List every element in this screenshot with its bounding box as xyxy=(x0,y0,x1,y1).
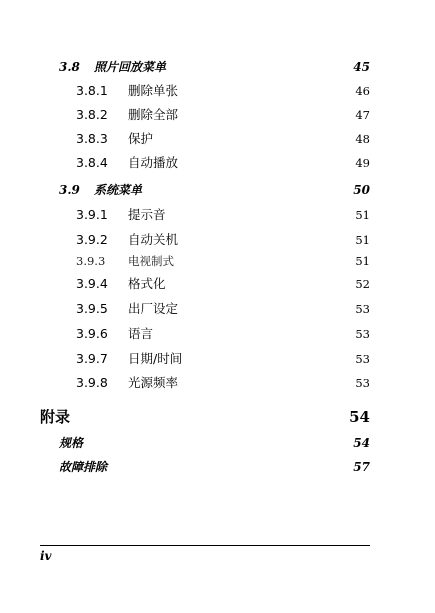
toc-title: 保护 xyxy=(128,131,154,146)
toc-title: 电视制式 xyxy=(128,254,174,268)
toc-entry-3-8[interactable] xyxy=(59,61,370,73)
toc-title: 出厂设定 xyxy=(128,301,179,316)
toc-entry-appendix[interactable] xyxy=(40,410,370,425)
footer-page-number: iv xyxy=(40,549,52,563)
toc-entry-3-8-4[interactable] xyxy=(76,157,370,170)
toc-title: 光源频率 xyxy=(128,375,179,390)
toc-page-number: 54 xyxy=(353,436,370,450)
toc-entry-3-8-1[interactable] xyxy=(76,85,370,98)
toc-number: 3.8.3 xyxy=(76,131,108,146)
toc-page-number: 46 xyxy=(355,84,370,98)
toc-number: 3.9.7 xyxy=(76,351,108,366)
toc-entry-3-8-2[interactable] xyxy=(76,109,370,122)
toc-number: 3.9 xyxy=(59,183,80,197)
toc-page-number: 49 xyxy=(355,156,370,170)
toc-page-number: 53 xyxy=(355,327,370,341)
toc-title: 日期/时间 xyxy=(128,351,183,366)
toc-entry-3-9-8[interactable] xyxy=(76,377,370,390)
toc-title: 照片回放菜单 xyxy=(94,60,167,74)
toc-entry-3-9-5[interactable] xyxy=(76,303,370,316)
toc-number: 3.9.5 xyxy=(76,301,108,316)
toc-title: 自动关机 xyxy=(128,232,179,247)
toc-page-number: 50 xyxy=(353,183,370,197)
footer-rule xyxy=(40,545,370,546)
toc-title: 语言 xyxy=(128,326,154,341)
toc-page-number: 48 xyxy=(355,132,370,146)
toc-number: 3.9.3 xyxy=(76,254,106,268)
toc-entry-3-9-3[interactable] xyxy=(76,256,370,268)
toc-title: 提示音 xyxy=(128,207,166,222)
toc-title: 规格 xyxy=(59,436,84,450)
toc-title: 系统菜单 xyxy=(94,183,143,197)
toc-number: 3.9.8 xyxy=(76,375,108,390)
toc-page-number: 51 xyxy=(355,233,370,247)
toc-page-number: 53 xyxy=(355,376,370,390)
toc-title: 自动播放 xyxy=(128,155,179,170)
toc-page-number: 57 xyxy=(353,460,370,474)
toc-entry-3-9-7[interactable] xyxy=(76,353,370,366)
toc-number: 3.9.2 xyxy=(76,232,108,247)
toc-title: 附录 xyxy=(40,408,71,426)
toc-entry-troubleshooting[interactable] xyxy=(59,461,370,473)
toc-page-number: 53 xyxy=(355,302,370,316)
toc-page-number: 54 xyxy=(349,408,370,426)
toc-title: 故障排除 xyxy=(59,460,108,474)
toc-entry-3-9-1[interactable] xyxy=(76,209,370,222)
toc-title: 格式化 xyxy=(128,276,166,291)
toc-title: 删除全部 xyxy=(128,107,179,122)
toc-page-number: 53 xyxy=(355,352,370,366)
toc-number: 3.8.1 xyxy=(76,83,108,98)
toc-title: 删除单张 xyxy=(128,83,179,98)
toc-entry-3-9-4[interactable] xyxy=(76,278,370,291)
toc-page-number: 51 xyxy=(355,208,370,222)
toc-number: 3.9.6 xyxy=(76,326,108,341)
toc-page-number: 51 xyxy=(355,254,370,268)
toc-page-number: 52 xyxy=(355,277,370,291)
toc-entry-3-9[interactable] xyxy=(59,184,370,196)
toc-entry-3-9-6[interactable] xyxy=(76,328,370,341)
toc-entry-3-9-2[interactable] xyxy=(76,234,370,247)
toc-number: 3.8.2 xyxy=(76,107,108,122)
toc-entry-specifications[interactable] xyxy=(59,437,370,449)
toc-number: 3.9.4 xyxy=(76,276,108,291)
toc-number: 3.8.4 xyxy=(76,155,108,170)
toc-number: 3.8 xyxy=(59,60,80,74)
toc-page-number: 45 xyxy=(353,60,370,74)
toc-number: 3.9.1 xyxy=(76,207,108,222)
toc-entry-3-8-3[interactable] xyxy=(76,133,370,146)
toc-page-number: 47 xyxy=(355,108,370,122)
